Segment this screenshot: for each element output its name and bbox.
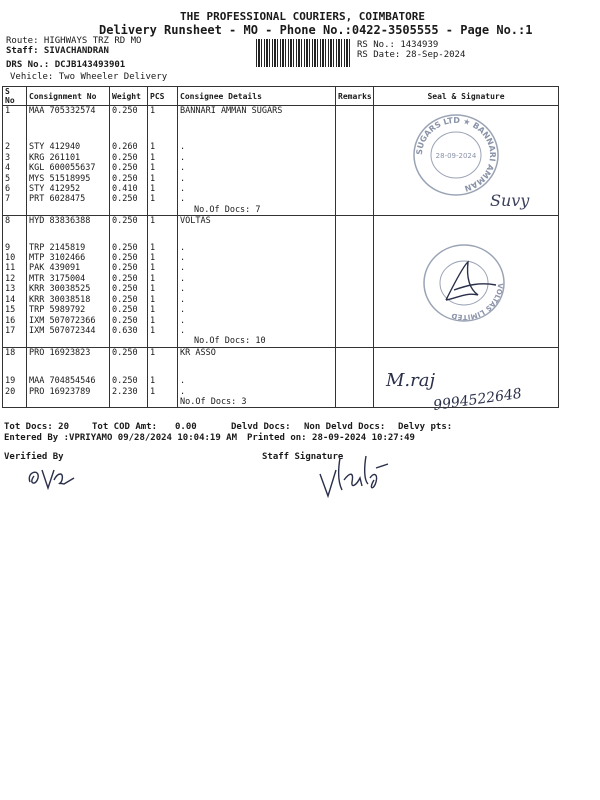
- docs-count-spacer: [374, 336, 559, 347]
- cell-sno: 12: [3, 274, 27, 284]
- cell-weight: 0.250: [110, 106, 148, 117]
- printed-on: Printed on: 28-09-2024 10:27:49: [247, 433, 415, 443]
- signature-3: [384, 360, 554, 422]
- signature-1-text: Suvy: [490, 191, 530, 210]
- cell-consignment: KRG 261101: [27, 153, 110, 163]
- cell-consignee: .: [178, 295, 336, 305]
- cell-sno: 7: [3, 194, 27, 204]
- cell-weight: 0.250: [110, 153, 148, 163]
- cell-pcs: 1: [148, 174, 178, 184]
- table-row: [3, 326, 559, 336]
- cell-consignee: .: [178, 326, 336, 336]
- cell-remarks: [336, 387, 374, 397]
- cell-consignee: .: [178, 305, 336, 315]
- cell-consignee: .: [178, 174, 336, 184]
- cell-consignee: .: [178, 387, 336, 397]
- cell-remarks: [336, 227, 374, 253]
- cell-consignee: .: [178, 253, 336, 263]
- verified-by-label: Verified By: [4, 452, 64, 462]
- cell-consignment: MAA 704854546: [27, 358, 110, 386]
- docs-count-spacer: [336, 397, 374, 408]
- cell-remarks: [336, 347, 374, 358]
- company-name: THE PROFESSIONAL COURIERS, COIMBATORE: [180, 10, 426, 23]
- cell-consignment: PRO 16923789: [27, 387, 110, 397]
- staff-label: Staff: SIVACHANDRAN: [6, 46, 109, 56]
- cell-consignment: HYD 83836388: [27, 216, 110, 227]
- cell-remarks: [336, 174, 374, 184]
- cell-sno: 9: [3, 227, 27, 253]
- cell-remarks: [336, 305, 374, 315]
- cell-consignment: IXM 507072366: [27, 316, 110, 326]
- cell-consignee: .: [178, 284, 336, 294]
- cell-pcs: 1: [148, 347, 178, 358]
- docs-count-spacer: [27, 336, 110, 347]
- cell-weight: 0.250: [110, 305, 148, 315]
- cell-sno: 13: [3, 284, 27, 294]
- cell-remarks: [336, 316, 374, 326]
- cell-weight: 0.250: [110, 284, 148, 294]
- docs-count-spacer: [27, 397, 110, 408]
- cell-weight: 0.250: [110, 274, 148, 284]
- cell-weight: 0.250: [110, 253, 148, 263]
- drs-label: DRS No.: DCJB143493901: [6, 60, 126, 70]
- docs-count-spacer: [3, 205, 27, 216]
- cell-weight: 2.230: [110, 387, 148, 397]
- col-weight: Weight: [110, 87, 148, 106]
- cell-consignee: VOLTAS: [178, 216, 336, 227]
- cell-weight: 0.250: [110, 295, 148, 305]
- cell-consignment: KRR 30038518: [27, 295, 110, 305]
- docs-count-spacer: [3, 336, 27, 347]
- cell-sno: 16: [3, 316, 27, 326]
- cell-sno: 6: [3, 184, 27, 194]
- cell-pcs: 1: [148, 153, 178, 163]
- cell-pcs: 1: [148, 274, 178, 284]
- entered-by: Entered By :VPRIYAMO 09/28/2024 10:04:19 AM: [4, 433, 237, 443]
- cell-sno: 20: [3, 387, 27, 397]
- table-row: [3, 216, 559, 227]
- cell-pcs: 1: [148, 253, 178, 263]
- cell-consignment: IXM 507072344: [27, 326, 110, 336]
- cell-consignment: PRT 6028475: [27, 194, 110, 204]
- cell-sno: 2: [3, 116, 27, 152]
- cell-remarks: [336, 253, 374, 263]
- cell-seal: [374, 326, 559, 336]
- runsheet-title: Delivery Runsheet - MO - Phone No.:0422-3505555 - Page No.:1: [99, 23, 533, 37]
- rs-date: RS Date: 28-Sep-2024: [357, 50, 466, 60]
- signature-3-phone: 9994522648: [432, 385, 523, 414]
- docs-count-spacer: [148, 397, 178, 408]
- cell-consignee: .: [178, 316, 336, 326]
- cell-consignee: .: [178, 184, 336, 194]
- docs-count-spacer: [27, 205, 110, 216]
- cell-consignee: .: [178, 227, 336, 253]
- cell-weight: 0.250: [110, 194, 148, 204]
- cell-consignee: .: [178, 274, 336, 284]
- cell-consignment: PAK 439091: [27, 263, 110, 273]
- cell-weight: 0.250: [110, 227, 148, 253]
- cell-weight: 0.250: [110, 216, 148, 227]
- staff-signature-label: Staff Signature: [262, 452, 344, 462]
- cell-consignment: TRP 5989792: [27, 305, 110, 315]
- cell-sno: 18: [3, 347, 27, 358]
- cell-remarks: [336, 194, 374, 204]
- delivered-docs: Delvd Docs:: [231, 422, 291, 432]
- cell-consignee: KR ASSO: [178, 347, 336, 358]
- seal2-ring-text: VOLTAS LIMITED: [450, 282, 505, 322]
- cell-consignment: KGL 600055637: [27, 163, 110, 173]
- cell-consignment: STY 412952: [27, 184, 110, 194]
- docs-count-spacer: [110, 336, 148, 347]
- cell-sno: 10: [3, 253, 27, 263]
- cell-consignee: .: [178, 263, 336, 273]
- docs-count-spacer: [336, 336, 374, 347]
- table-row: [3, 347, 559, 358]
- cell-consignee: .: [178, 358, 336, 386]
- vehicle-label: Vehicle: Two Wheeler Delivery: [10, 72, 168, 82]
- cell-weight: 0.410: [110, 184, 148, 194]
- total-cod-value: 0.00: [175, 422, 197, 432]
- cell-remarks: [336, 274, 374, 284]
- cell-weight: 0.260: [110, 116, 148, 152]
- cell-weight: 0.250: [110, 347, 148, 358]
- cell-pcs: 1: [148, 295, 178, 305]
- cell-remarks: [336, 358, 374, 386]
- docs-count-spacer: [148, 336, 178, 347]
- cell-remarks: [336, 184, 374, 194]
- docs-count-spacer: [336, 205, 374, 216]
- cell-pcs: 1: [148, 326, 178, 336]
- cell-consignment: PRO 16923823: [27, 347, 110, 358]
- docs-count-spacer: [148, 205, 178, 216]
- cell-consignment: MAA 705332574: [27, 106, 110, 117]
- cell-pcs: 1: [148, 284, 178, 294]
- seal1-ring-text: SUGARS LTD ★ BANNARI AMMAN: [414, 115, 498, 193]
- cell-consignee: .: [178, 116, 336, 152]
- cell-remarks: [336, 106, 374, 117]
- docs-count-spacer: [3, 397, 27, 408]
- docs-count: No.Of Docs: 7: [178, 205, 336, 216]
- cell-pcs: 1: [148, 194, 178, 204]
- delivery-points: Delvy pts:: [398, 422, 453, 432]
- cell-pcs: 1: [148, 227, 178, 253]
- seal-voltas: [416, 240, 514, 326]
- cell-weight: 0.250: [110, 174, 148, 184]
- docs-count-spacer: [110, 397, 148, 408]
- cell-consignment: MTP 3102466: [27, 253, 110, 263]
- col-seal: Seal & Signature: [374, 87, 559, 106]
- cell-pcs: 1: [148, 184, 178, 194]
- staff-signature: [316, 450, 396, 500]
- cell-remarks: [336, 163, 374, 173]
- cell-remarks: [336, 295, 374, 305]
- cell-sno: 11: [3, 263, 27, 273]
- col-sno: S No: [3, 87, 27, 106]
- cell-pcs: 1: [148, 116, 178, 152]
- cell-consignment: KRR 30038525: [27, 284, 110, 294]
- cell-consignee: .: [178, 163, 336, 173]
- table-header-row: [3, 87, 559, 106]
- cell-consignment: TRP 2145819: [27, 227, 110, 253]
- cell-remarks: [336, 284, 374, 294]
- cell-pcs: 1: [148, 216, 178, 227]
- cell-remarks: [336, 153, 374, 163]
- cell-weight: 0.250: [110, 263, 148, 273]
- cell-weight: 0.250: [110, 163, 148, 173]
- cell-pcs: 1: [148, 316, 178, 326]
- cell-weight: 0.250: [110, 316, 148, 326]
- non-delivered-docs: Non Delvd Docs:: [304, 422, 386, 432]
- docs-count: No.Of Docs: 3: [178, 397, 336, 408]
- cell-sno: 5: [3, 174, 27, 184]
- cell-remarks: [336, 216, 374, 227]
- cell-sno: 8: [3, 216, 27, 227]
- cell-seal: [374, 216, 559, 227]
- verifier-signature: [24, 462, 84, 492]
- cell-consignment: STY 412940: [27, 116, 110, 152]
- cell-consignee: BANNARI AMMAN SUGARS: [178, 106, 336, 117]
- cell-pcs: 1: [148, 106, 178, 117]
- cell-remarks: [336, 116, 374, 152]
- cell-pcs: 1: [148, 305, 178, 315]
- cell-pcs: 1: [148, 163, 178, 173]
- seal1-date: 28-09-2024: [435, 152, 477, 160]
- route-label: Route: HIGHWAYS TRZ RD MO: [6, 36, 142, 46]
- cell-pcs: 1: [148, 358, 178, 386]
- cell-weight: 0.250: [110, 358, 148, 386]
- signature-3-name: M.raj: [386, 370, 436, 391]
- col-pcs: PCS: [148, 87, 178, 106]
- docs-count-row: [3, 205, 559, 216]
- cell-remarks: [336, 326, 374, 336]
- cell-pcs: 1: [148, 263, 178, 273]
- cell-pcs: 1: [148, 387, 178, 397]
- cell-sno: 1: [3, 106, 27, 117]
- cell-consignment: MYS 51518995: [27, 174, 110, 184]
- cell-sno: 14: [3, 295, 27, 305]
- cell-consignee: .: [178, 153, 336, 163]
- cell-sno: 15: [3, 305, 27, 315]
- total-cod-label: Tot COD Amt:: [92, 422, 158, 432]
- barcode-image: [256, 39, 350, 67]
- signature-1: [488, 186, 558, 212]
- cell-seal: [374, 347, 559, 358]
- docs-count-spacer: [110, 205, 148, 216]
- col-remarks: Remarks: [336, 87, 374, 106]
- cell-consignment: MTR 3175004: [27, 274, 110, 284]
- col-consignee: Consignee Details: [178, 87, 336, 106]
- cell-consignee: .: [178, 194, 336, 204]
- cell-sno: 17: [3, 326, 27, 336]
- cell-remarks: [336, 263, 374, 273]
- cell-weight: 0.630: [110, 326, 148, 336]
- docs-count-row: [3, 336, 559, 347]
- cell-sno: 4: [3, 163, 27, 173]
- col-consignment: Consignment No: [27, 87, 110, 106]
- cell-sno: 19: [3, 358, 27, 386]
- cell-sno: 3: [3, 153, 27, 163]
- docs-count: No.Of Docs: 10: [178, 336, 336, 347]
- rs-number: RS No.: 1434939: [357, 40, 439, 50]
- total-docs: Tot Docs: 20: [4, 422, 70, 432]
